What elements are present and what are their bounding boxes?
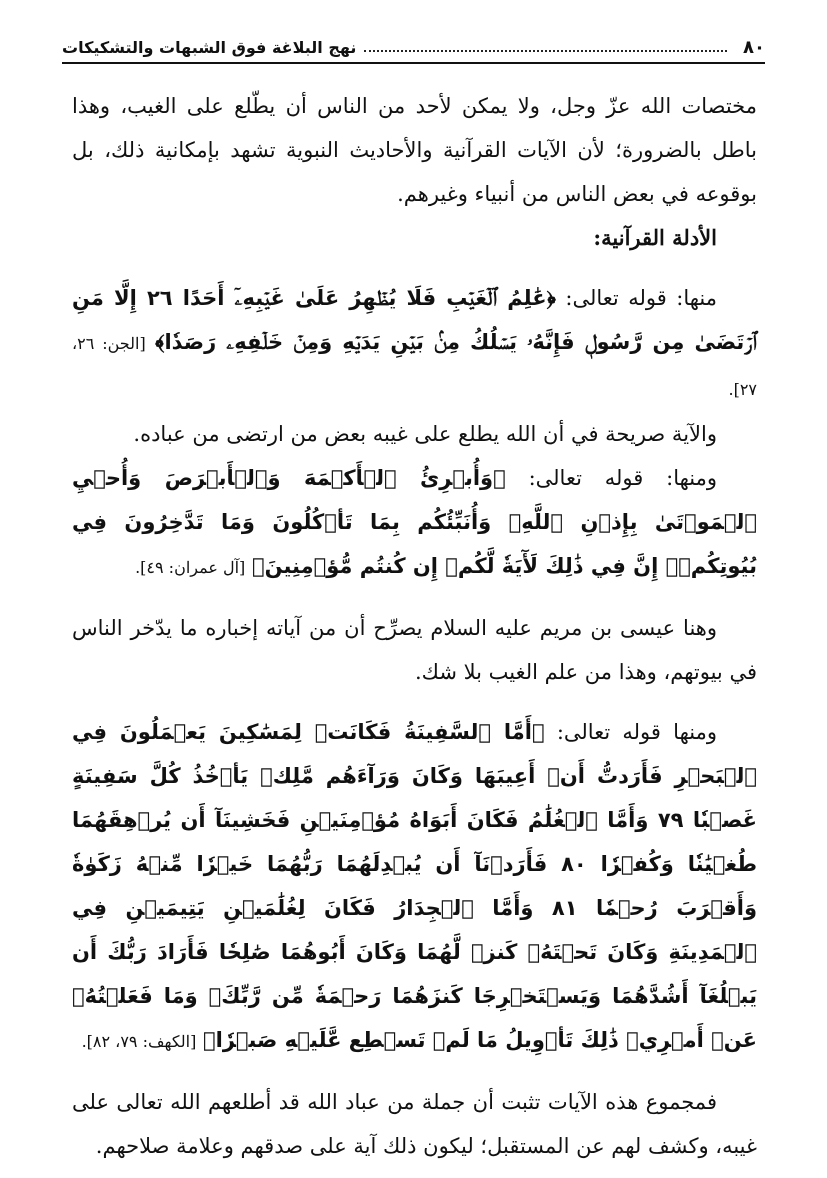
evidence-3 [72, 710, 757, 1064]
evidence-1-comment: والآية صريحة في أن الله يطلع على غيبه بعض من ارتضى من عباده. [133, 422, 717, 446]
intro-paragraph: مختصات الله عزّ وجل، ولا يمكن لأحد من الناس أن يطّلع على الغيب، وهذا باطل بالضرورة؛ لأن الآيات القرآنية والأحاديث النبوية تشهد بإمكانية ذلك، بل بوقوعه في بعض الناس من أنبياء وغيرهم. [72, 94, 757, 206]
evidence-2-reference: [آل عمران: ٤٩]. [135, 558, 246, 577]
page-header [62, 32, 765, 64]
evidence-3-reference: [الكهف: ٧٩، ٨٢]. [81, 1032, 197, 1051]
section-heading: الأدلة القرآنية: [593, 225, 717, 250]
page-number: ٨٠ [743, 36, 765, 58]
running-title: نهج البلاغة فوق الشبهات والتشكيكات [62, 37, 357, 57]
evidence-3-intro: ومنها قوله تعالى: [556, 720, 717, 744]
evidence-2-intro: ومنها: قوله تعالى: [528, 466, 717, 490]
page-body [72, 84, 757, 1168]
evidence-1-reference: [الجن: ٢٦، ٢٧]. [72, 334, 757, 399]
evidence-3-verse: ﴿أَمَّا ٱلسَّفِينَةُ فَكَانَتۡ لِمَسَٰكِينَ يَعۡمَلُونَ فِي ٱلۡبَحۡرِ فَأَرَدتُّ أَنۡ أَعِيبَهَا وَكَانَ وَرَآءَهُم مَّلِكٞ يَأۡخُذُ كُلَّ سَفِينَةٍ غَصۡبٗا ٧٩ وَأَمَّا ٱلۡغُلَٰمُ فَكَانَ أَبَوَاهُ مُؤۡمِنَيۡنِ فَخَشِينَآ أَن يُرۡهِقَهُمَا طُغۡيَٰنٗا وَكُفۡرٗا ٨٠ فَأَرَدۡنَآ أَن يُبۡدِلَهُمَا رَبُّهُمَا خَيۡرٗا مِّنۡهُ زَكَوٰةٗ وَأَقۡرَبَ رُحۡمٗا ٨١ وَأَمَّا ٱلۡجِدَارُ فَكَانَ لِغُلَٰمَيۡنِ يَتِيمَيۡنِ فِي ٱلۡمَدِينَةِ وَكَانَ تَحۡتَهُۥ كَنزٞ لَّهُمَا وَكَانَ أَبُوهُمَا صَٰلِحٗا فَأَرَادَ رَبُّكَ أَن يَبۡلُغَآ أَشُدَّهُمَا وَيَسۡتَخۡرِجَا كَنزَهُمَا رَحۡمَةٗ مِّن رَّبِّكَۚ وَمَا فَعَلۡتُهُۥ عَنۡ أَمۡرِيۚ ذَٰلِكَ تَأۡوِيلُ مَا لَمۡ تَسۡطِع عَّلَيۡهِ صَبۡرٗا﴾ [72, 720, 757, 1052]
evidence-1 [72, 276, 757, 412]
evidence-1-intro: منها: قوله تعالى: [565, 286, 717, 310]
evidence-1-verse: ﴿عَٰلِمُ ٱلۡغَيۡبِ فَلَا يُظۡهِرُ عَلَىٰ غَيۡبِهِۦٓ أَحَدًا ٢٦ إِلَّا مَنِ ٱرۡتَضَىٰ مِن رَّسُولٖ فَإِنَّهُۥ يَسۡلُكُ مِنۢ بَيۡنِ يَدَيۡهِ وَمِنۡ خَلۡفِهِۦ رَصَدٗا﴾ [72, 286, 757, 354]
header-dotted-leader [364, 50, 727, 52]
conclusion-paragraph: فمجموع هذه الآيات تثبت أن جملة من عباد الله قد أطلعهم الله تعالى على غيبه، وكشف لهم عن المستقبل؛ ليكون ذلك آية على صدقهم وعلامة صلاحهم. [72, 1090, 757, 1158]
evidence-2-verse: ﴿وَأُبۡرِئُ ٱلۡأَكۡمَهَ وَٱلۡأَبۡرَصَ وَأُحۡيِ ٱلۡمَوۡتَىٰ بِإِذۡنِ ٱللَّهِۖ وَأُنَبِّئُكُم بِمَا تَأۡكُلُونَ وَمَا تَدَّخِرُونَ فِي بُيُوتِكُمۡۚ إِنَّ فِي ذَٰلِكَ لَأٓيَةٗ لَّكُمۡ إِن كُنتُم مُّؤۡمِنِينَ﴾ [72, 466, 757, 578]
evidence-2 [72, 456, 757, 590]
evidence-2-comment: وهنا عيسى بن مريم عليه السلام يصرِّح أن من آياته إخباره ما يدّخر الناس في بيوتهم، وهذا من علم الغيب بلا شك. [72, 616, 757, 684]
